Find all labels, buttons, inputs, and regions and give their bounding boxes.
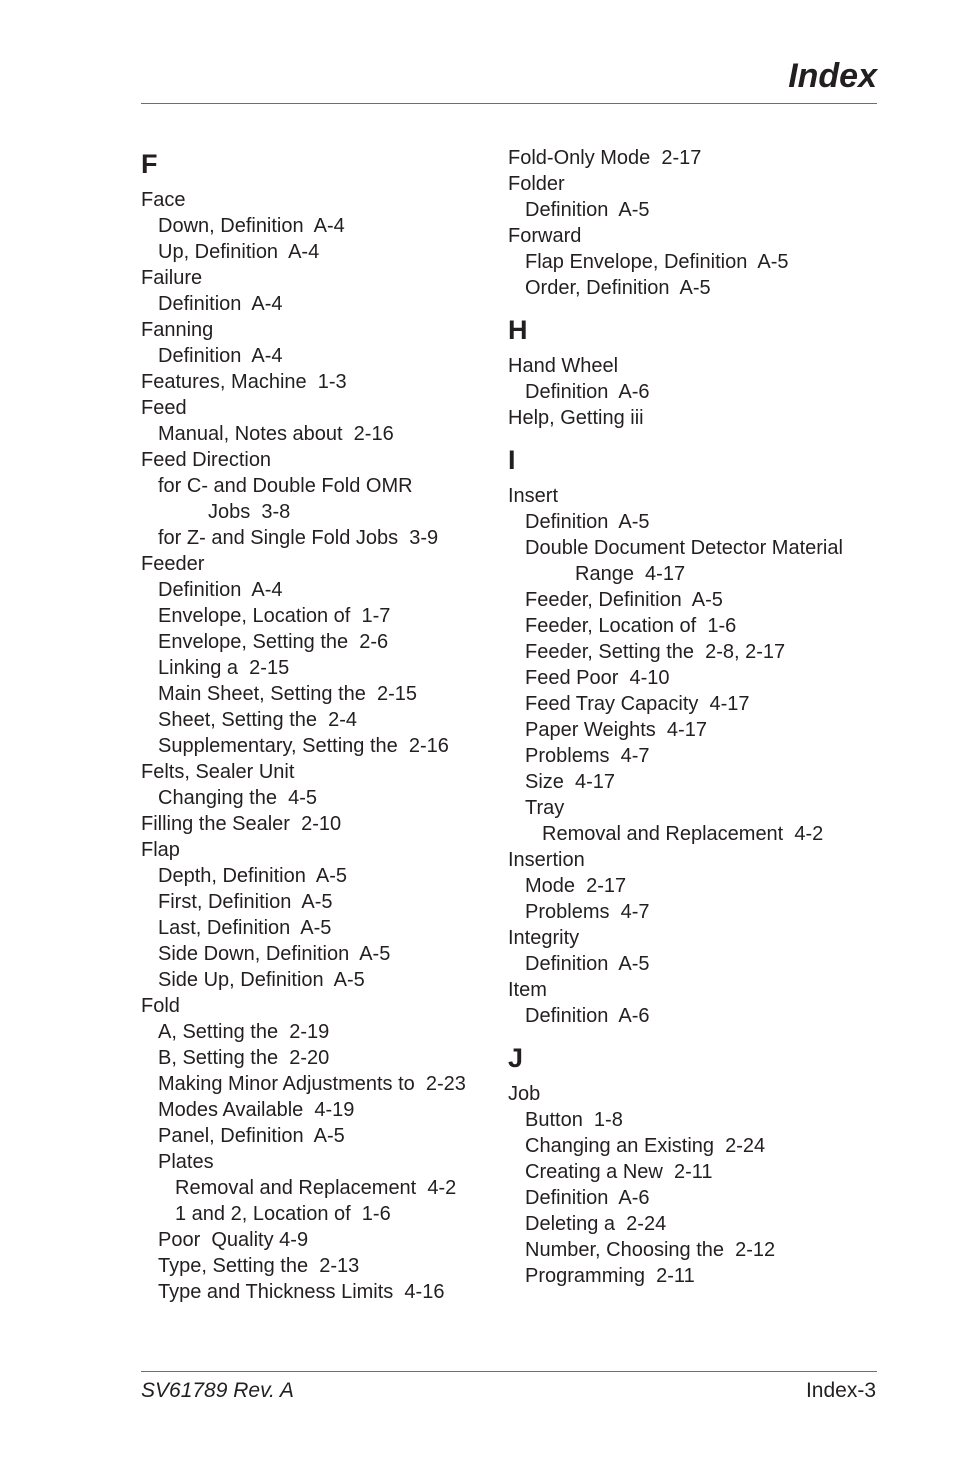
index-subentry: Envelope, Location of 1-7: [158, 605, 391, 627]
index-subentry: Supplementary, Setting the 2-16: [158, 735, 449, 757]
footer-rule: [141, 1371, 877, 1372]
index-entry: Item: [508, 979, 547, 1001]
index-subentry: Panel, Definition A-5: [158, 1125, 345, 1147]
index-subentry: Removal and Replacement 4-2: [542, 823, 824, 845]
index-subentry: Mode 2-17: [525, 875, 627, 897]
index-entry: Fanning: [141, 319, 214, 341]
index-entry: Forward: [508, 225, 582, 247]
index-subentry: Problems 4-7: [525, 745, 650, 767]
index-subentry: Definition A-5: [525, 511, 650, 533]
index-section: [508, 447, 888, 1029]
index-subentry: Definition A-5: [525, 199, 650, 221]
index-subentry: Removal and Replacement 4-2: [175, 1177, 457, 1199]
index-subentry: Feed Poor 4-10: [525, 667, 670, 689]
index-entry: Job: [508, 1083, 541, 1105]
index-subentry: Deleting a 2-24: [525, 1213, 667, 1235]
index-subentry: Size 4-17: [525, 771, 616, 793]
index-entry: Insertion: [508, 849, 585, 871]
index-subentry: Tray: [525, 797, 565, 819]
index-entry: Filling the Sealer 2-10: [141, 813, 342, 835]
index-subentry: Sheet, Setting the 2-4: [158, 709, 358, 731]
index-subentry: Feeder, Definition A-5: [525, 589, 723, 611]
index-subentry: Last, Definition A-5: [158, 917, 332, 939]
index-section: [141, 151, 501, 1305]
index-subentry: First, Definition A-5: [158, 891, 333, 913]
index-subentry: Flap Envelope, Definition A-5: [525, 251, 789, 273]
index-entry: Insert: [508, 485, 559, 507]
index-column-right: [508, 145, 888, 1305]
index-section: [508, 1045, 888, 1289]
section-letter: H: [508, 315, 528, 345]
index-entry: Fold-Only Mode 2-17: [508, 147, 702, 169]
index-entry: Features, Machine 1-3: [141, 371, 347, 393]
index-subentry: Feeder, Setting the 2-8, 2-17: [525, 641, 786, 663]
index-subentry: 1 and 2, Location of 1-6: [175, 1203, 391, 1225]
index-subentry: Main Sheet, Setting the 2-15: [158, 683, 418, 705]
index-column-left: [141, 145, 501, 1321]
index-entry: Integrity: [508, 927, 580, 949]
index-subentry: Definition A-4: [158, 579, 283, 601]
index-entry: Flap: [141, 839, 180, 861]
index-entry: Feeder: [141, 553, 205, 575]
index-subentry: Feeder, Location of 1-6: [525, 615, 737, 637]
index-subentry: Side Up, Definition A-5: [158, 969, 365, 991]
index-subentry: Order, Definition A-5: [525, 277, 711, 299]
index-subentry: Plates: [158, 1151, 214, 1173]
index-subentry: Feed Tray Capacity 4-17: [525, 693, 750, 715]
index-subentry: Creating a New 2-11: [525, 1161, 713, 1183]
document-number: SV61789 Rev. A: [141, 1379, 294, 1402]
index-subentry: for C- and Double Fold OMR: [158, 475, 413, 497]
page-title: Index: [788, 57, 877, 95]
index-subentry: Manual, Notes about 2-16: [158, 423, 394, 445]
index-entry: Hand Wheel: [508, 355, 619, 377]
index-subentry: Definition A-4: [158, 345, 283, 367]
index-subentry: Range 4-17: [575, 563, 686, 585]
index-subentry: B, Setting the 2-20: [158, 1047, 330, 1069]
index-subentry: Definition A-6: [525, 1005, 650, 1027]
section-letter: I: [508, 445, 516, 475]
index-subentry: Envelope, Setting the 2-6: [158, 631, 389, 653]
index-section: [508, 317, 888, 431]
index-entry: Fold: [141, 995, 180, 1017]
index-subentry: Type, Setting the 2-13: [158, 1255, 360, 1277]
index-subentry: Changing the 4-5: [158, 787, 318, 809]
index-subentry: Modes Available 4-19: [158, 1099, 355, 1121]
index-subentry: Problems 4-7: [525, 901, 650, 923]
index-subentry: Definition A-5: [525, 953, 650, 975]
index-subentry: Up, Definition A-4: [158, 241, 320, 263]
index-subentry: Paper Weights 4-17: [525, 719, 707, 741]
index-entry: Felts, Sealer Unit: [141, 761, 295, 783]
index-section: [508, 145, 888, 301]
index-subentry: Depth, Definition A-5: [158, 865, 347, 887]
index-subentry: Number, Choosing the 2-12: [525, 1239, 776, 1261]
section-letter: F: [141, 149, 158, 179]
index-entry: Feed: [141, 397, 187, 419]
index-subentry: Changing an Existing 2-24: [525, 1135, 766, 1157]
index-subentry: Definition A-4: [158, 293, 283, 315]
index-entry: Folder: [508, 173, 565, 195]
index-entry: Face: [141, 189, 186, 211]
index-subentry: Making Minor Adjustments to 2-23: [158, 1073, 466, 1095]
index-entry: Feed Direction: [141, 449, 272, 471]
index-entry: Failure: [141, 267, 203, 289]
index-subentry: Linking a 2-15: [158, 657, 290, 679]
index-subentry: Programming 2-11: [525, 1265, 695, 1287]
index-subentry: Down, Definition A-4: [158, 215, 345, 237]
index-subentry: for Z- and Single Fold Jobs 3-9: [158, 527, 439, 549]
index-subentry: A, Setting the 2-19: [158, 1021, 330, 1043]
header-rule: [141, 103, 877, 104]
index-subentry: Definition A-6: [525, 381, 650, 403]
index-subentry: Double Document Detector Material: [525, 537, 843, 559]
section-letter: J: [508, 1043, 524, 1073]
index-subentry: Jobs 3-8: [208, 501, 291, 523]
index-subentry: Poor Quality 4-9: [158, 1229, 309, 1251]
index-subentry: Definition A-6: [525, 1187, 650, 1209]
page-number: Index-3: [805, 1379, 876, 1402]
index-subentry: Side Down, Definition A-5: [158, 943, 391, 965]
index-entry: Help, Getting iii: [508, 407, 644, 429]
index-subentry: Type and Thickness Limits 4-16: [158, 1281, 445, 1303]
index-subentry: Button 1-8: [525, 1109, 623, 1131]
